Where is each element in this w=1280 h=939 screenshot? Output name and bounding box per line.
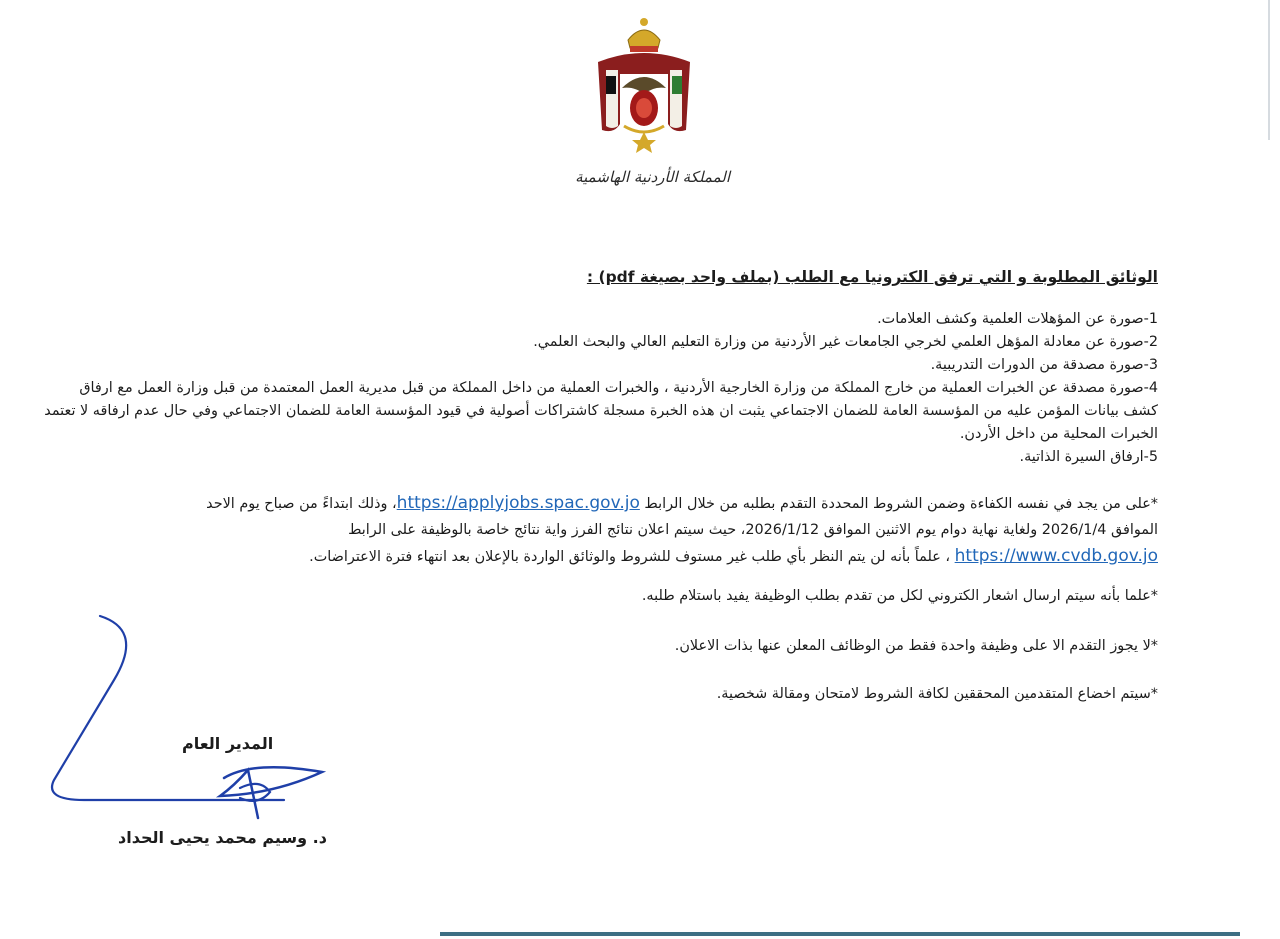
list-item: كشف بيانات المؤمن عليه من المؤسسة العامة للضمان الاجتماعي يثبت ان هذه الخبرة مسجلة كاشتراكات أصولية في قيود المؤسسة العامة للضمان الاجتماعي وفي حال عدم ارفاقه لا تعتمد [44,403,1158,419]
coat-of-arms-emblem [588,14,700,156]
application-text: ، علماً بأنه لن يتم النظر بأي طلب غير مستوف للشروط والوثائق الواردة بالإعلان بعد انتهاء فترة الاعتراضات. [309,549,951,565]
application-line [138,490,1158,517]
kingdom-name: المملكة الأردنية الهاشمية [575,168,730,186]
end-date: 2026/1/12 [745,522,820,538]
apply-jobs-link[interactable]: https://applyjobs.spac.gov.jo [396,493,640,513]
documents-list [44,308,1158,469]
note-exam: *سيتم اخضاع المتقدمين المحققين لكافة الشروط لامتحان ومقالة شخصية. [716,686,1158,702]
cvdb-results-link[interactable]: https://www.cvdb.gov.jo [954,546,1158,566]
application-text: ، وذلك ابتداءً من صباح يوم الاحد [206,496,397,512]
handwritten-signature [44,610,344,830]
scan-edge [1268,0,1270,140]
signatory-title: المدير العام [182,734,274,753]
start-date: 2026/1/4 [1041,522,1107,538]
application-text: *على من يجد في نفسه الكفاءة وضمن الشروط المحددة التقدم بطلبه من خلال الرابط [644,496,1158,512]
note-single-job: *لا يجوز التقدم الا على وظيفة واحدة فقط من الوظائف المعلن عنها بذات الاعلان. [674,638,1158,654]
required-documents-heading: الوثائق المطلوبة و التي ترفق الكترونيا مع الطلب (بملف واحد بصيغة pdf) : [586,268,1158,286]
signatory-name: د. وسيم محمد يحيى الحداد [118,828,327,847]
application-paragraph [138,490,1158,570]
list-item: 4-صورة مصدقة عن الخبرات العملية من خارج المملكة من وزارة الخارجية الأردنية ، والخبرات العملية من داخل المملكة من قبل مديرية العمل المعتمدة من قبل وزارة العمل مع ارفاق [79,380,1158,396]
application-line [138,543,1158,570]
list-item: 5-ارفاق السيرة الذاتية. [1019,449,1158,465]
list-item: 3-صورة مصدقة من الدورات التدريبية. [930,357,1158,373]
footer-line [440,932,1240,936]
application-text: ولغاية نهاية دوام يوم الاثنين الموافق [823,522,1038,538]
list-item: الخبرات المحلية من داخل الأردن. [959,426,1158,442]
application-text: الموافق [1110,522,1158,538]
list-item: 1-صورة عن المؤهلات العلمية وكشف العلامات. [877,311,1158,327]
note-email-notification: *علما بأنه سيتم ارسال اشعار الكتروني لكل من تقدم بطلب الوظيفة يفيد باستلام طلبه. [641,588,1158,604]
application-text: ، حيث سيتم اعلان نتائج الفرز واية نتائج خاصة بالوظيفة على الرابط [348,522,746,538]
list-item: 2-صورة عن معادلة المؤهل العلمي لخرجي الجامعات غير الأردنية من وزارة التعليم العالي والبحث العلمي. [533,334,1158,350]
application-line [138,517,1158,543]
